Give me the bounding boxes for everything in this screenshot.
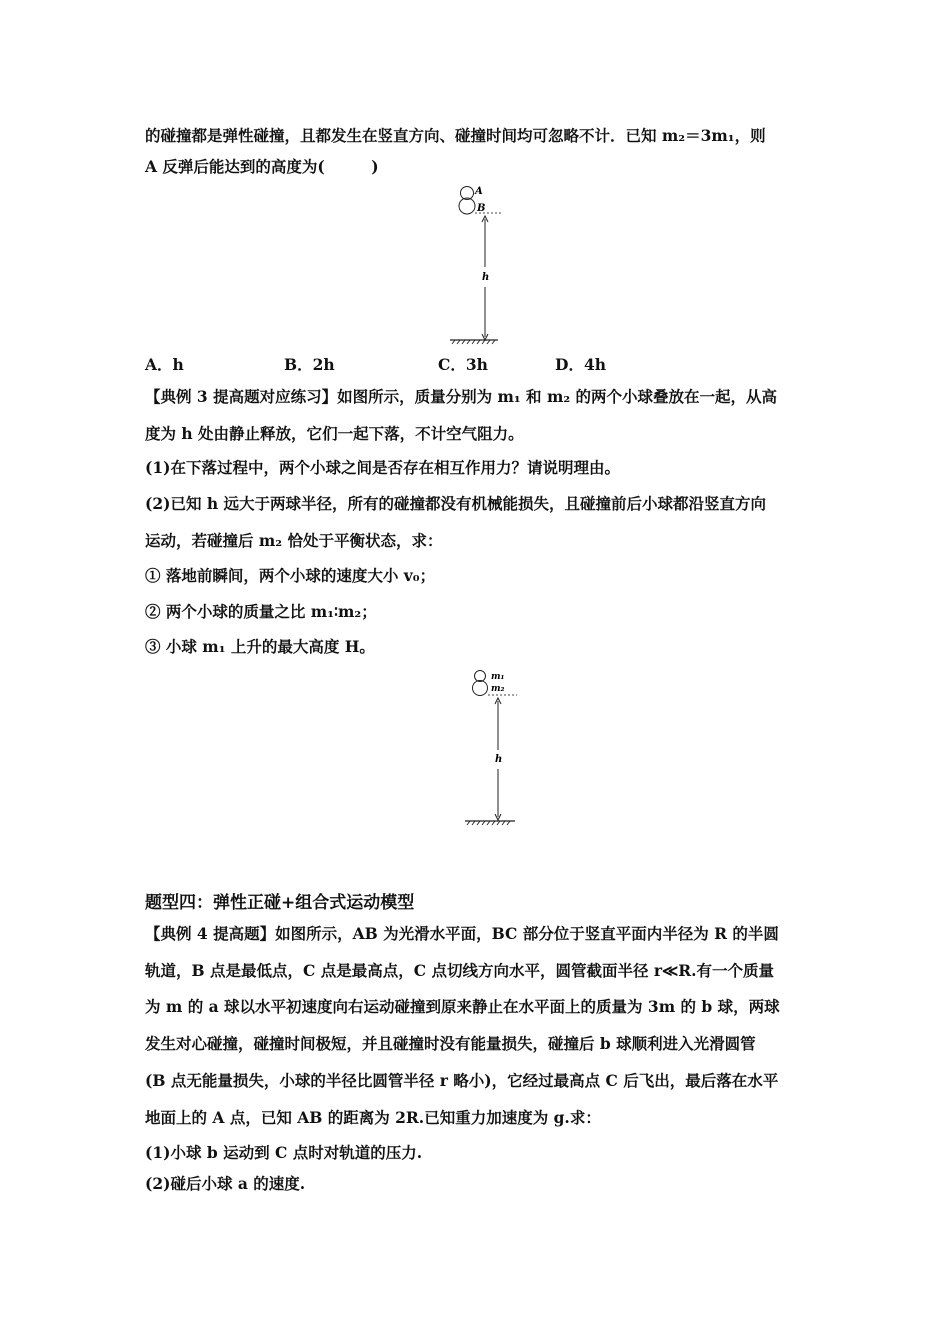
question-1: (1)在下落过程中，两个小球之间是否存在相互作用力？请说明理由。 [145, 458, 620, 477]
ball-m1 [475, 671, 486, 682]
label-h: h [495, 754, 503, 765]
label-m2: m₂ [491, 684, 505, 694]
question-2: (2)碰后小球 a 的速度. [145, 1174, 306, 1193]
label-a: A [475, 186, 483, 197]
example3-text-line: 【典例 3 提高题对应练习】如图所示，质量分别为 m₁ 和 m₂ 的两个小球叠放在一起，从高 [145, 387, 778, 406]
example4-text-line: 【典例 4 提高题】如图所示，AB 为光滑水平面，BC 部分位于竖直平面内半径为 R 的半圆 [145, 924, 779, 943]
example3-text-line: 度为 h 处由静止释放，它们一起下落，不计空气阻力。 [145, 424, 524, 443]
sub-question-3: ③ 小球 m₁ 上升的最大高度 H。 [145, 637, 375, 656]
ball-m2 [473, 681, 488, 696]
example4-text-line: (B 点无能量损失，小球的半径比圆管半径 r 略小)，它经过最高点 C 后飞出，最后落在水平 [145, 1071, 779, 1090]
label-m1: m₁ [491, 672, 505, 682]
question-1: (1)小球 b 运动到 C 点时对轨道的压力. [145, 1143, 423, 1162]
example4-text-line: 轨道，B 点是最低点，C 点是最高点，C 点切线方向水平，圆管截面半径 r≪R.有一个质量 [145, 961, 775, 980]
figure-falling-balls-1 [440, 182, 520, 347]
problem-text-line: A 反弹后能达到的高度为( ) [145, 157, 379, 176]
ball-b [459, 198, 475, 214]
option-a: A．h [145, 355, 184, 374]
example4-text-line: 地面上的 A 点，已知 AB 的距离为 2R.已知重力加速度为 g.求： [145, 1108, 601, 1127]
label-h: h [482, 272, 490, 283]
example4-text-line: 为 m 的 a 球以水平初速度向右运动碰撞到原来静止在水平面上的质量为 3m 的 b 球，两球 [145, 997, 780, 1016]
section-heading: 题型四：弹性正碰+组合式运动模型 [145, 893, 415, 913]
sub-question-2: ② 两个小球的质量之比 m₁∶m₂； [145, 602, 377, 621]
problem-text-line: 的碰撞都是弹性碰撞，且都发生在竖直方向、碰撞时间均可忽略不计．已知 m₂＝3m₁，则 [145, 126, 766, 145]
figure-falling-balls-2 [455, 665, 535, 830]
example4-text-line: 发生对心碰撞，碰撞时间极短，并且碰撞时没有能量损失，碰撞后 b 球顺利进入光滑圆管 [145, 1034, 756, 1053]
option-d: D．4h [555, 355, 606, 374]
question-2-cont: 运动，若碰撞后 m₂ 恰处于平衡状态，求： [145, 531, 443, 550]
option-b: B．2h [284, 355, 335, 374]
option-c: C．3h [438, 355, 488, 374]
sub-question-1: ① 落地前瞬间，两个小球的速度大小 v₀； [145, 566, 436, 585]
label-b: B [477, 203, 486, 214]
question-2: (2)已知 h 远大于两球半径，所有的碰撞都没有机械能损失，且碰撞前后小球都沿竖直方向 [145, 494, 767, 513]
